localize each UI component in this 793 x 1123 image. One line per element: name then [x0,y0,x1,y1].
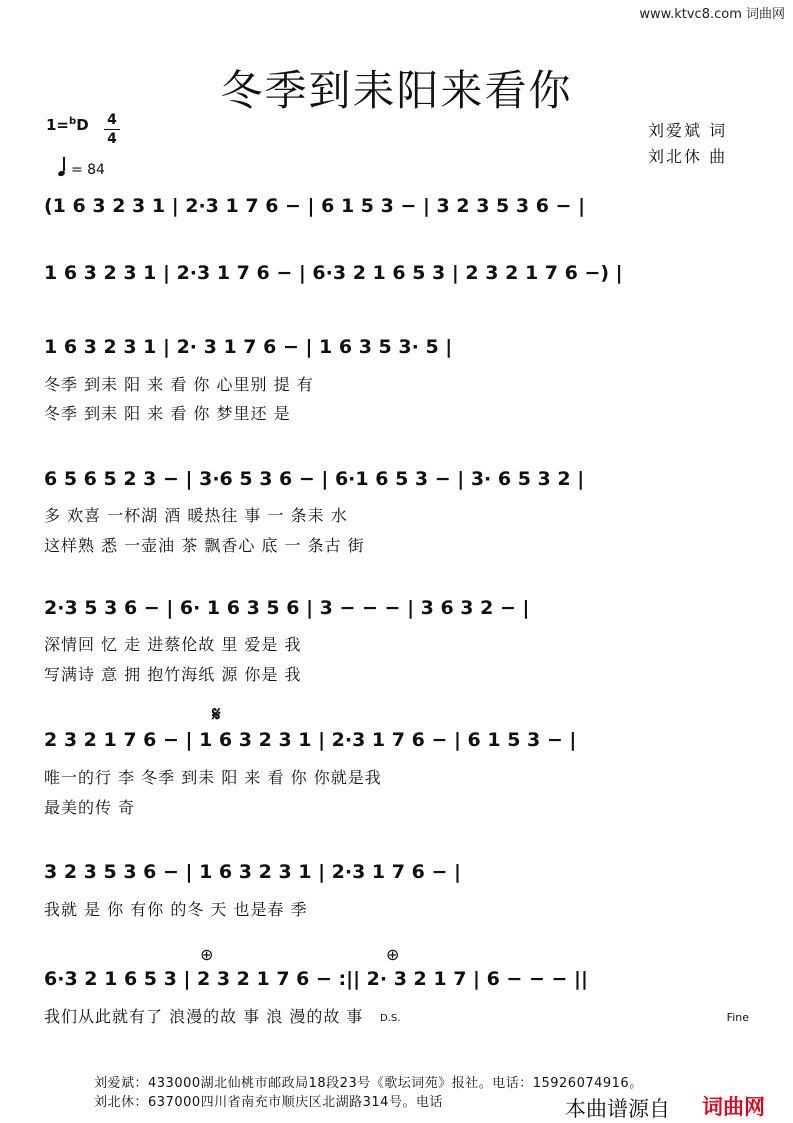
lyric-line: 最美的传 奇 [44,798,136,817]
notation-row: 2 3 2 1 7 6 − | 1 6 3 2 3 1 | 2·3 1 7 6 − | 6 1 5 3 − | [44,729,577,751]
footer-contact-composer: 刘北休：637000四川省南充市顺庆区北湖路314号。电话 [94,1095,443,1110]
time-signature: 4 4 [104,112,120,147]
notation-row: 1 6 3 2 3 1 | 2· 3 1 7 6 − | 1 6 3 5 3· 5 | [44,336,453,358]
lyric-line: 冬季 到耒 阳 来 看 你 心里别 提 有 [44,375,314,394]
lyric-line: 我就 是 你 有你 的冬 天 也是春 季 [44,900,308,919]
lyric-line: 写满诗 意 拥 抱竹海纸 源 你是 我 [44,665,302,684]
key-signature: 1=$^b$D [46,116,89,134]
fine-mark: Fine [726,1011,749,1024]
notation-row: 2·3 5 3 6 − | 6· 1 6 3 5 6 | 3 − − − | 3 6 3 2 − | [44,597,530,619]
lyric-line: 多 欢喜 一杯湖 酒 暖热往 事 一 条耒 水 [44,506,348,525]
segno-icon: 𝄋 [212,702,221,726]
dal-segno-mark: D.S. [380,1013,401,1024]
notation-row: 6·3 2 1 6 5 3 | 2 3 2 1 7 6 − :|| 2· 3 2 1 7 | 6 − − − || [44,968,588,990]
lyricist-credit: 刘爱斌 词 [648,121,728,140]
lyric-line: 我们从此就有了 浪漫的故 事 浪 漫的故 事 [44,1007,364,1026]
notation-row: 3 2 3 5 3 6 − | 1 6 3 2 3 1 | 2·3 1 7 6 − | [44,861,461,883]
coda-icon: ⊕ [200,945,214,964]
quarter-note-icon [57,170,65,177]
notation-row: 6 5 6 5 2 3 − | 3·6 5 3 6 − | 6·1 6 5 3 − | 3· 6 5 3 2 | [44,468,585,490]
lyric-line: 唯一的行 李 冬季 到耒 阳 来 看 你 你就是我 [44,768,382,787]
composer-credit: 刘北休 曲 [648,147,728,166]
song-title: 冬季到耒阳来看你 [220,66,573,115]
coda-icon: ⊕ [386,945,400,964]
lyric-line: 深情回 忆 走 进蔡伦故 里 爱是 我 [44,635,302,654]
site-watermark: www.ktvc8.com 词曲网 [639,7,785,22]
notation-row: (1 6 3 2 3 1 | 2·3 1 7 6 − | 6 1 5 3 − | 3 2 3 5 3 6 − | [44,195,586,217]
footer-contact-lyricist: 刘爱斌：433000湖北仙桃市邮政局18段23号《歌坛词苑》报社。电话：15926074916。 [94,1076,643,1091]
tempo-marking: = 84 [58,160,105,178]
lyric-line: 冬季 到耒 阳 来 看 你 梦里还 是 [44,404,291,423]
source-label: 本曲谱源自 [565,1097,670,1121]
notation-row: 1 6 3 2 3 1 | 2·3 1 7 6 − | 6·3 2 1 6 5 3 | 2 3 2 1 7 6 −) | [44,262,623,284]
lyric-line: 这样熟 悉 一壶油 茶 飘香心 底 一 条古 街 [44,536,365,555]
site-logo[interactable]: 词曲网 [702,1095,765,1119]
